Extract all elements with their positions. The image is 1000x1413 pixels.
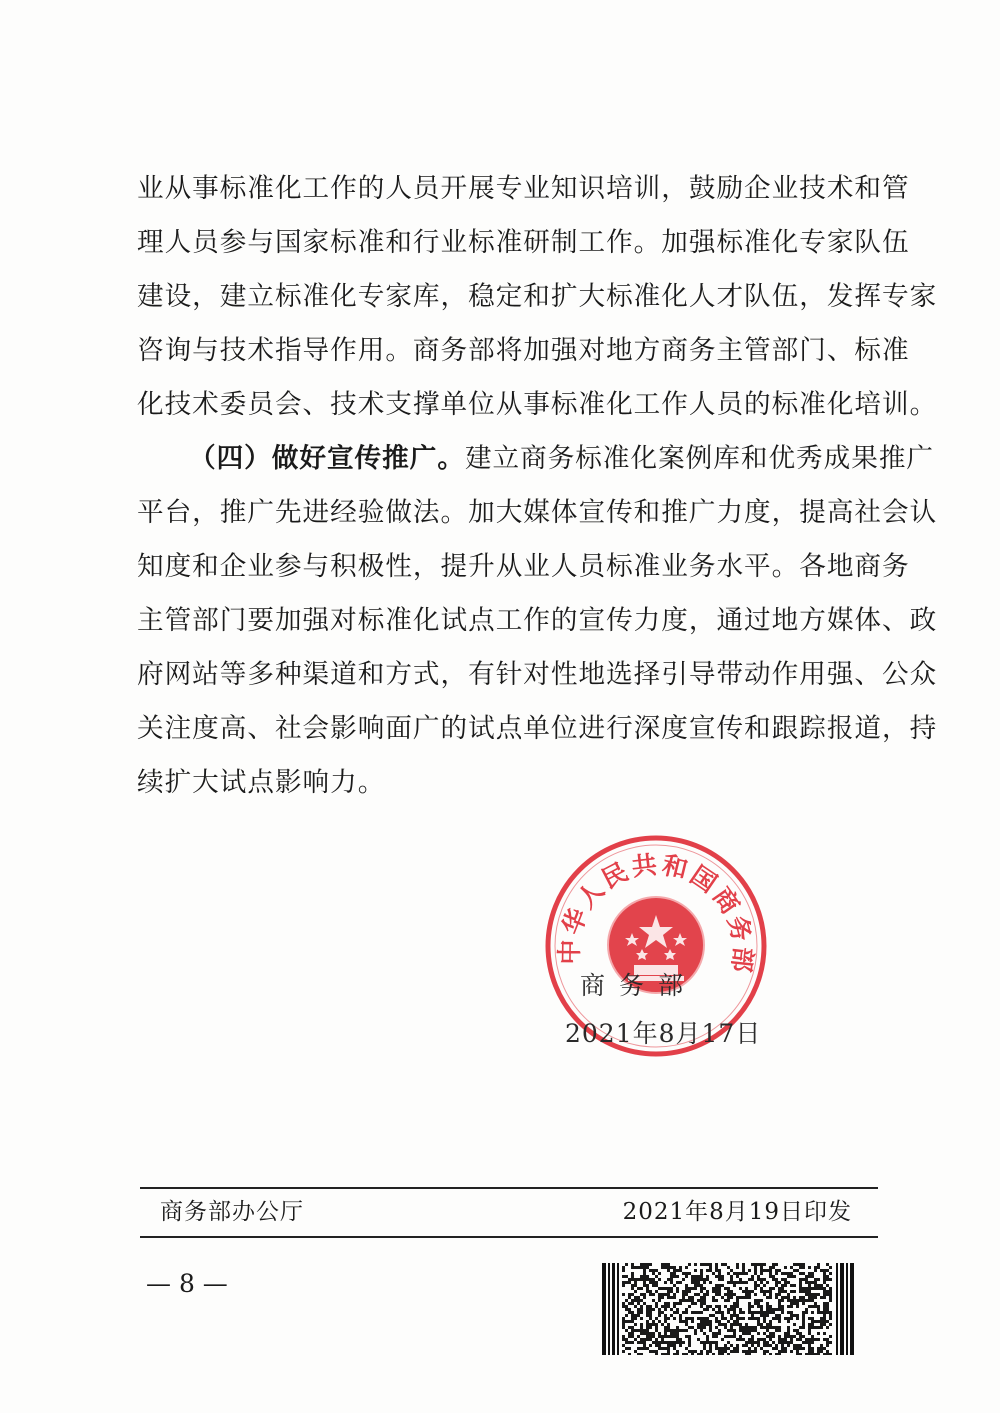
signing-date: 2021年8月17日	[565, 1019, 762, 1048]
paragraph-line: 平台，推广先进经验做法。加大媒体宣传和推广力度，提高社会认	[137, 497, 938, 528]
issuing-office: 商务部办公厅	[160, 1199, 304, 1225]
section-first-line	[137, 432, 935, 486]
body-text	[137, 162, 938, 810]
footer-rule-top	[140, 1187, 878, 1189]
paragraph-line: 化技术委员会、技术支撑单位从事标准化工作人员的标准化培训。	[137, 389, 938, 420]
page-number: — 8 —	[146, 1269, 228, 1298]
paragraph-line: 关注度高、社会影响面广的试点单位进行深度宣传和跟踪报道，持	[137, 713, 938, 744]
paragraph-line: 咨询与技术指导作用。商务部将加强对地方商务主管部门、标准	[137, 335, 910, 366]
paragraph-line: 续扩大试点影响力。	[137, 767, 386, 798]
barcode-icon	[602, 1263, 856, 1355]
paragraph-line: 知度和企业参与积极性，提升从业人员标准业务水平。各地商务	[137, 551, 910, 582]
issue-date: 2021年8月19日印发	[622, 1199, 852, 1225]
paragraph-line: 理人员参与国家标准和行业标准研制工作。加强标准化专家队伍	[137, 227, 910, 258]
section-heading: （四）做好宣传推广。	[189, 443, 465, 474]
section-first-text: 建立商务标准化案例库和优秀成果推广	[464, 443, 935, 474]
footer-rule-bottom	[140, 1236, 878, 1238]
paragraph-line: 主管部门要加强对标准化试点工作的宣传力度，通过地方媒体、政	[137, 605, 938, 636]
signing-organization: 商务部	[580, 971, 698, 1000]
paragraph-line: 建设，建立标准化专家库，稳定和扩大标准化人才队伍，发挥专家	[137, 281, 938, 312]
paragraph-line: 业从事标准化工作的人员开展专业知识培训，鼓励企业技术和管	[137, 173, 910, 204]
svg-text:中华人民共和国商务部: 中华人民共和国商务部	[554, 849, 758, 977]
paragraph-line: 府网站等多种渠道和方式，有针对性地选择引导带动作用强、公众	[137, 659, 938, 690]
